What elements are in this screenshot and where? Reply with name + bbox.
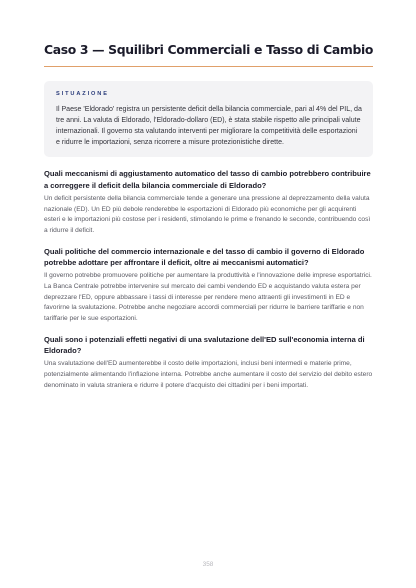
situation-box (44, 81, 373, 157)
qa-item (44, 246, 373, 325)
question-2: Quali politiche del commercio internazionale e del tasso di cambio il governo di Eldorado potrebbe adottare per affrontare il deficit, oltre ai meccanismi automatici? (44, 246, 365, 268)
page-title: Caso 3 — Squilibri Commerciali e Tasso di Cambio (44, 42, 374, 57)
page-content (44, 42, 373, 392)
situation-label: SITUAZIONE (56, 91, 109, 97)
qa-item (44, 334, 373, 392)
title-divider (44, 66, 373, 67)
qa-item (44, 168, 373, 236)
answer-2: Il governo potrebbe promuovere politiche per aumentare la produttività e l'innovazione delle imprese esportatrici. La Banca Centrale potrebbe intervenire sul mercato dei cambi vendendo ED e acquistando valuta estera per deprezzare l'ED, oppure abbassare i tassi di interesse per rendere meno attraenti gli investimenti in ED e favorirne la svalutazione. Potrebbe anche negoziare accordi commerciali per ridurre le barriere tariffarie e non tariffarie per le sue esportazioni. (44, 272, 372, 323)
page-number: 358 (202, 561, 214, 568)
question-1: Quali meccanismi di aggiustamento automatico del tasso di cambio potrebbero contribuire a correggere il deficit della bilancia commerciale di Eldorado? (44, 169, 371, 190)
situation-text: Il Paese 'Eldorado' registra un persistente deficit della bilancia commerciale, pari al 4% del PIL, da tre anni. La valuta di Eldorado, l'Eldorado-dollaro (ED), è stata stabile rispetto alle principali valute internazionali. Il governo sta valutando interventi per migliorare la competitività delle esportazioni e ridurre le importazioni, senza ricorrere a misure protezionistiche dirette. (56, 106, 362, 147)
answer-1: Un deficit persistente della bilancia commerciale tende a generare una pressione al deprezzamento della valuta nazionale (ED). Un ED più debole renderebbe le esportazioni di Eldorado più economiche per gli acquirenti esteri e le importazioni più costose per i residenti, stimolando le prime e frenando le seconde, contribuendo così a ridurre il deficit. (44, 194, 371, 235)
answer-3: Una svalutazione dell'ED aumenterebbe il costo delle importazioni, inclusi beni intermedi e materie prime, potenzialmente alimentando l'inflazione interna. Potrebbe anche aumentare il costo del servizio del debito estero denominato in valuta straniera e ridurre il potere d'acquisto dei cittadini per i beni importati. (44, 360, 373, 389)
question-3: Quali sono i potenziali effetti negativi di una svalutazione dell'ED sull'economia interna di Eldorado? (44, 334, 365, 356)
